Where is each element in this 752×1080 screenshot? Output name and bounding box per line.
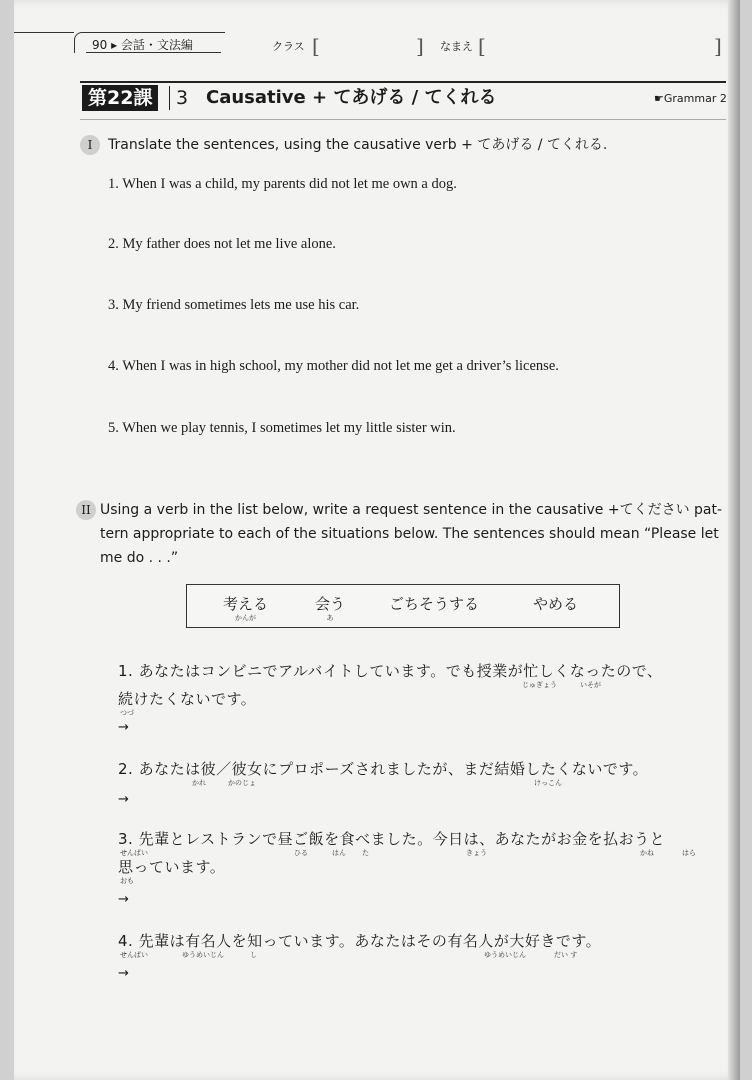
ruby-jugyou: じゅぎょう	[522, 681, 557, 689]
name-bracket-close: ]	[714, 34, 722, 58]
lesson-title: Causative + てあげる / てくれる	[206, 87, 497, 108]
lesson-divider	[169, 86, 170, 110]
ruby-shi: し	[250, 951, 257, 959]
section-2-instruction-line-1: Using a verb in the list below, write a request sentence in the causative +てください pat-	[100, 502, 723, 518]
en-item-2: 2. My father does not let me live alone.	[108, 236, 336, 252]
ruby-kanojo: かのじょ	[228, 779, 256, 787]
verb-list-box	[186, 584, 620, 628]
name-bracket-open: [	[478, 34, 486, 58]
section-2-badge: II	[76, 500, 96, 520]
verb-au: 会う あ	[315, 595, 346, 622]
answer-arrow-2: →	[118, 792, 129, 807]
jp-item-1-line-1: 1. あなたはコンビニでアルバイトしています。でも授業が忙しくなったので、	[118, 662, 663, 680]
verb-yameru: やめる	[533, 595, 579, 613]
ruby-senpai-2: せんぱい	[120, 951, 148, 959]
class-bracket-open: [	[312, 34, 320, 58]
en-item-4: 4. When I was in high school, my mother did not let me get a driver’s license.	[108, 358, 559, 374]
answer-arrow-4: →	[118, 966, 129, 981]
ruby-isoga: いそが	[580, 681, 601, 689]
ruby-ta: た	[362, 849, 369, 857]
jp-item-2: 2. あなたは彼／彼女にプロポーズされましたが、まだ結婚したくないです。	[118, 760, 649, 778]
ruby-han: はん	[332, 849, 346, 857]
ruby-daisu: だい す	[554, 951, 578, 959]
section-2-instruction-line-2: tern appropriate to each of the situations below. The sentences should mean “Please let	[100, 526, 719, 542]
en-item-5: 5. When we play tennis, I sometimes let my little sister win.	[108, 420, 456, 436]
section-1-instruction: Translate the sentences, using the causative verb + てあげる / てくれる.	[108, 137, 608, 153]
en-item-3: 3. My friend sometimes lets me use his car.	[108, 297, 360, 313]
book-spine	[728, 0, 740, 1080]
workbook-page	[14, 0, 740, 1080]
en-item-1: 1. When I was a child, my parents did not let me own a dog.	[108, 176, 457, 192]
name-label: なまえ	[440, 40, 473, 53]
ruby-hiru: ひる	[294, 849, 308, 857]
verb-kangaeru: 考える かんが	[223, 595, 269, 622]
jp-item-3-line-2: 思っています。	[118, 858, 226, 876]
ruby-senpai: せんぱい	[120, 849, 148, 857]
class-label: クラス	[272, 40, 305, 53]
ruby-kare: かれ	[192, 779, 206, 787]
answer-arrow-3: →	[118, 892, 129, 907]
page-number: 90 ▸ 会話・文法編	[92, 38, 193, 52]
ruby-hara: はら	[682, 849, 696, 857]
answer-arrow-1: →	[118, 720, 129, 735]
jp-item-4: 4. 先輩は有名人を知っています。あなたはその有名人が大好きです。	[118, 932, 602, 950]
lesson-rule-top	[80, 81, 726, 83]
section-2-instruction-line-3: me do . . .”	[100, 550, 179, 566]
header-rule	[14, 32, 74, 33]
ruby-kane: かね	[640, 849, 654, 857]
ruby-yuumeijin: ゆうめいじん	[182, 951, 224, 959]
jp-item-1-line-2: 続けたくないです。	[118, 690, 257, 708]
lesson-rule-bottom	[80, 119, 726, 120]
ruby-kekkon: けっこん	[534, 779, 562, 787]
grammar-reference: ☛Grammar 2	[654, 92, 727, 105]
ruby-kyou: きょう	[466, 849, 487, 857]
verb-gochisousuru: ごちそうする	[389, 595, 480, 613]
lesson-badge: 第22課	[82, 85, 158, 111]
section-1-badge: I	[80, 135, 100, 155]
ruby-tsuzu: つづ	[120, 709, 134, 717]
ruby-omo: おも	[120, 877, 134, 885]
jp-item-3-line-1: 3. 先輩とレストランで昼ご飯を食べました。今日は、あなたがお金を払おうと	[118, 830, 666, 848]
ruby-yuumeijin-2: ゆうめいじん	[484, 951, 526, 959]
exercise-number: 3	[176, 87, 189, 109]
class-bracket-close: ]	[416, 34, 424, 58]
